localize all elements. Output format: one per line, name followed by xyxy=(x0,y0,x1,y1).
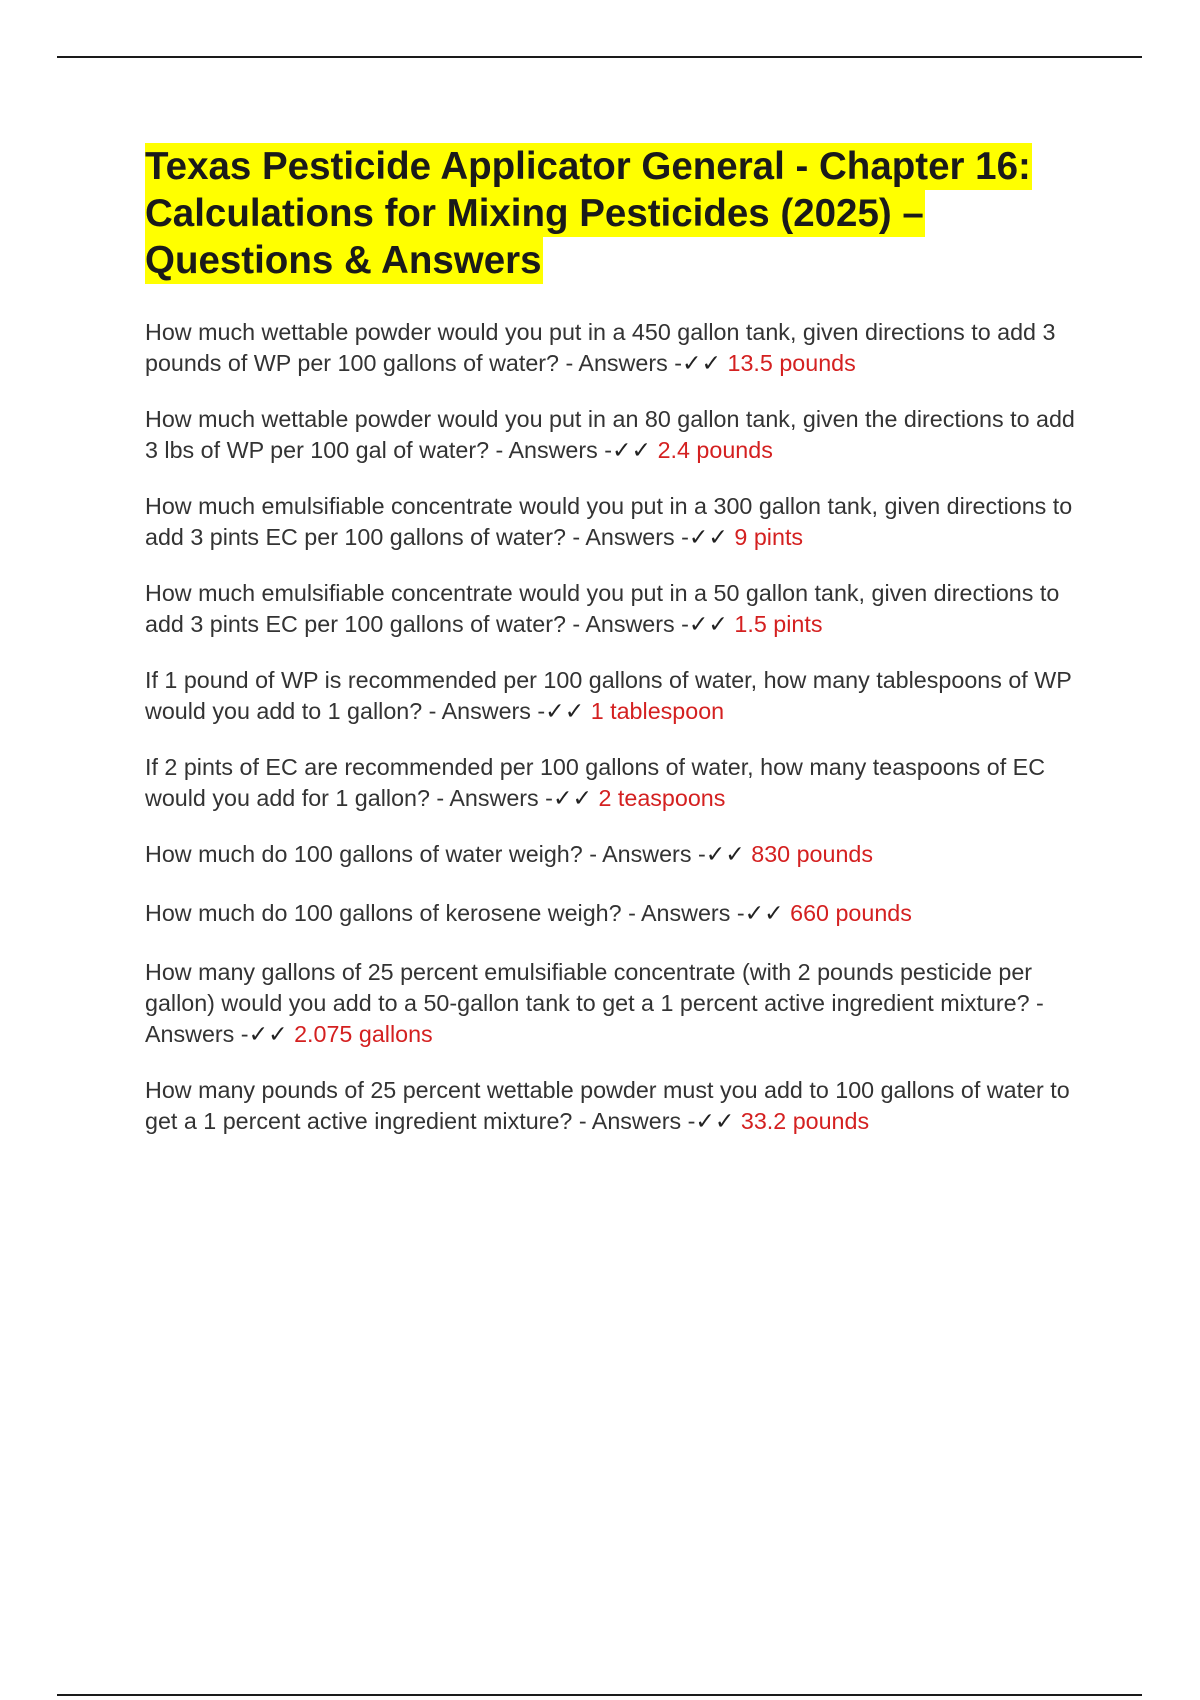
document-title xyxy=(145,143,1085,284)
qa-item-6 xyxy=(145,752,1085,814)
answer-text: 9 pints xyxy=(734,524,804,550)
answer-text: 2 teaspoons xyxy=(598,785,726,811)
qa-item-9 xyxy=(145,957,1085,1050)
double-check-icon: ✓✓ xyxy=(545,698,585,724)
header-rule xyxy=(57,56,1142,58)
answer-text: 13.5 pounds xyxy=(727,350,856,376)
title-line-3: Questions & Answers xyxy=(145,239,542,282)
question-text: How many pounds of 25 percent wettable powder must you add to 100 gallons of water to get a 1 percent active ingredient mixture? xyxy=(145,1077,1070,1134)
qa-item-10 xyxy=(145,1075,1085,1137)
answer-prefix: - Answers - xyxy=(559,350,682,376)
document-body xyxy=(145,143,1085,1162)
question-text: How much do 100 gallons of water weigh? xyxy=(145,841,583,867)
qa-item-3 xyxy=(145,491,1085,553)
qa-item-2 xyxy=(145,404,1085,466)
double-check-icon: ✓✓ xyxy=(612,437,652,463)
qa-item-4 xyxy=(145,578,1085,640)
answer-prefix: - Answers - xyxy=(422,698,546,724)
answer-prefix: - Answers - xyxy=(145,990,1044,1047)
double-check-icon: ✓✓ xyxy=(688,524,728,550)
question-text: If 2 pints of EC are recommended per 100 gallons of water, how many teaspoons of EC would you add for 1 gallon? xyxy=(145,754,1046,811)
answer-text: 660 pounds xyxy=(790,900,912,926)
answer-text: 830 pounds xyxy=(751,841,874,867)
answer-prefix: - Answers - xyxy=(572,1108,696,1134)
qa-item-7 xyxy=(145,839,1085,870)
answer-text: 1.5 pints xyxy=(734,611,823,637)
question-text: How much do 100 gallons of kerosene weigh? xyxy=(145,900,622,926)
question-text: How much wettable powder would you put in an 80 gallon tank, given the directions to add 3 lbs of WP per 100 gal of water? xyxy=(145,406,1075,463)
answer-prefix: - Answers - xyxy=(582,841,706,867)
title-line-1: Texas Pesticide Applicator General - Chapter 16: xyxy=(145,145,1031,188)
answer-text: 2.075 gallons xyxy=(294,1021,433,1047)
qa-item-8 xyxy=(145,898,1085,929)
question-text: If 1 pound of WP is recommended per 100 gallons of water, how many tablespoons of WP would you add to 1 gallon? xyxy=(145,667,1072,724)
answer-prefix: - Answers - xyxy=(565,611,689,637)
question-text: How much emulsifiable concentrate would you put in a 50 gallon tank, given directions to add 3 pints EC per 100 gallons of water? xyxy=(145,580,1060,637)
question-text: How much wettable powder would you put in a 450 gallon tank, given directions to add 3 pounds of WP per 100 gallons of water? xyxy=(145,319,1056,376)
answer-prefix: - Answers - xyxy=(565,524,689,550)
question-text: How many gallons of 25 percent emulsifiable concentrate (with 2 pounds pesticide per gallon) would you add to a 50-gallon tank to get a 1 percent active ingredient mixture? xyxy=(145,959,1033,1016)
qa-item-5 xyxy=(145,665,1085,727)
answer-text: 1 tablespoon xyxy=(590,698,725,724)
double-check-icon: ✓✓ xyxy=(688,611,728,637)
double-check-icon: ✓✓ xyxy=(705,841,745,867)
double-check-icon: ✓✓ xyxy=(681,350,722,376)
question-text: How much emulsifiable concentrate would you put in a 300 gallon tank, given directions to add 3 pints EC per 100 gallons of water? xyxy=(145,493,1073,550)
answer-prefix: - Answers - xyxy=(429,785,553,811)
answer-text: 2.4 pounds xyxy=(657,437,773,463)
answer-text: 33.2 pounds xyxy=(740,1108,870,1134)
double-check-icon: ✓✓ xyxy=(552,785,592,811)
double-check-icon: ✓✓ xyxy=(744,900,784,926)
title-line-2: Calculations for Mixing Pesticides (2025) – xyxy=(145,192,924,235)
answer-prefix: - Answers - xyxy=(489,437,613,463)
answer-prefix: - Answers - xyxy=(621,900,745,926)
double-check-icon: ✓✓ xyxy=(248,1021,288,1047)
double-check-icon: ✓✓ xyxy=(695,1108,735,1134)
qa-item-1 xyxy=(145,317,1085,379)
footer-rule xyxy=(57,1694,1142,1696)
